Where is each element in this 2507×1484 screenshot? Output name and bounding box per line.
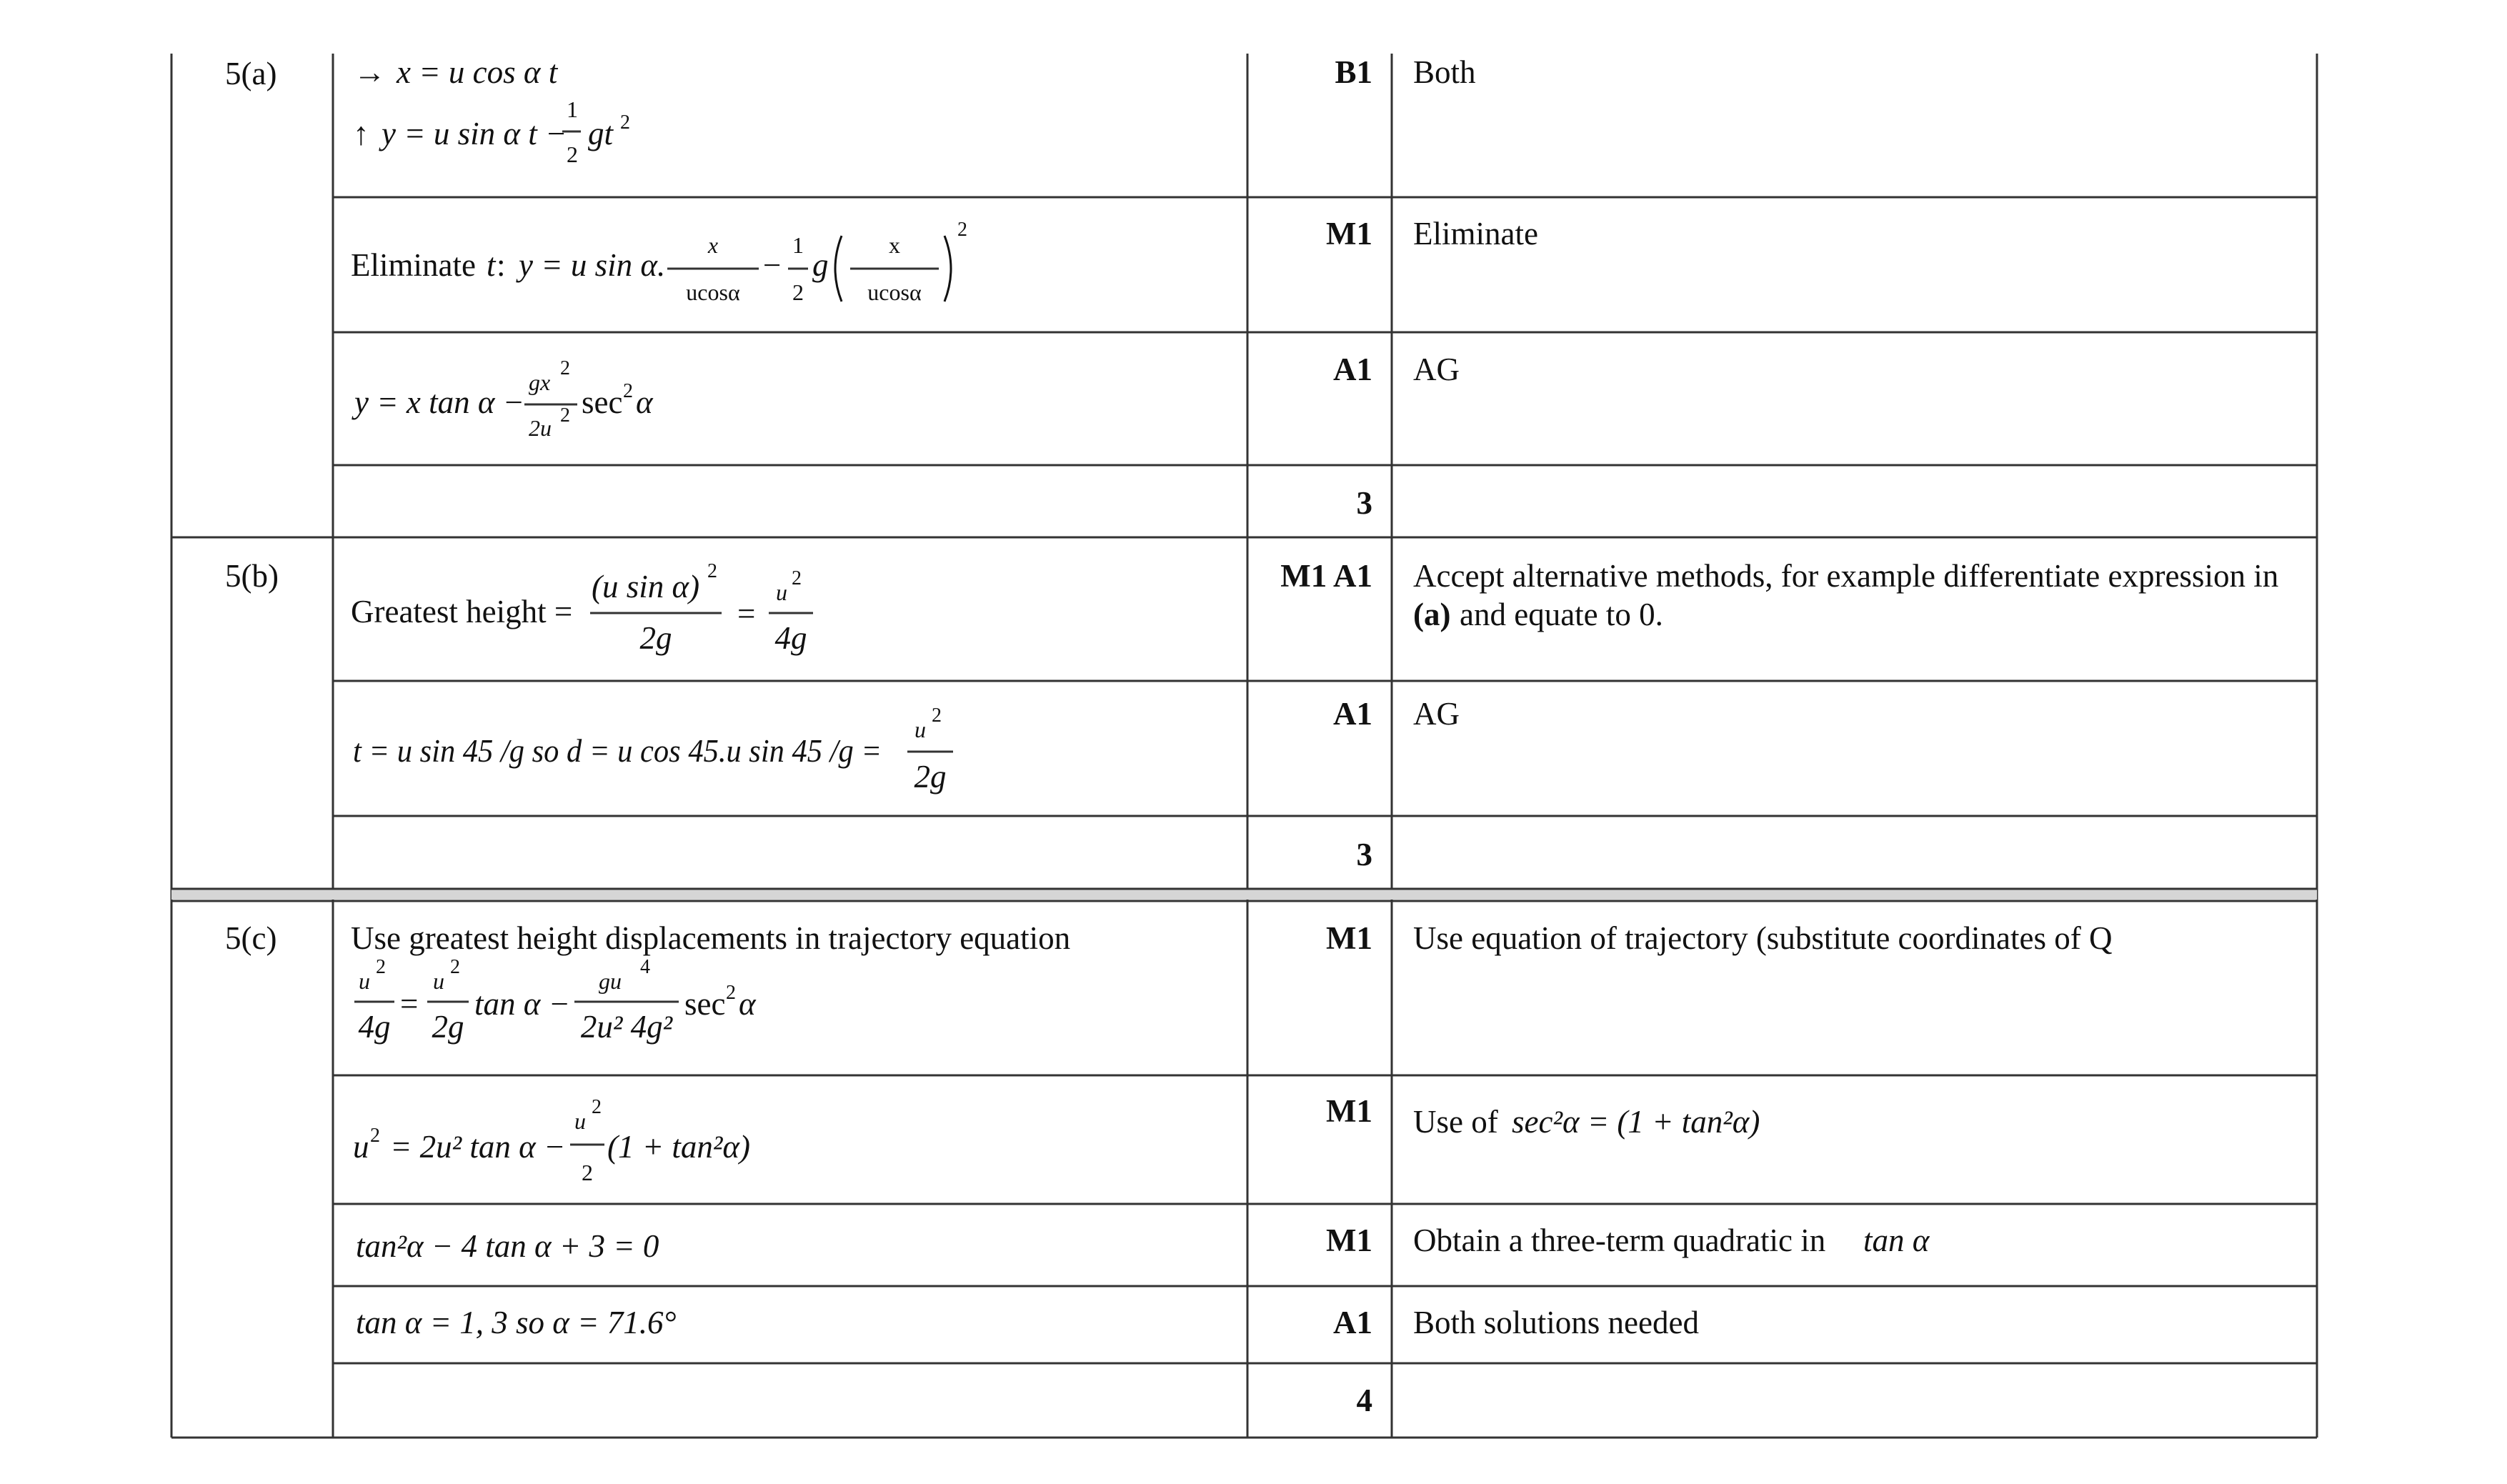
sec-function: sec <box>582 384 623 420</box>
equation-y-start: y = u sin α t − <box>382 116 567 151</box>
part-label-5a: 5(a) <box>225 56 277 91</box>
vertical-arrow-icon: ↑ <box>353 116 369 151</box>
fraction-numerator: x <box>889 232 900 258</box>
equals-sign: = <box>400 986 419 1022</box>
fraction-denominator: 2 <box>792 279 804 305</box>
right-paren-icon <box>945 236 951 302</box>
exponent: 2 <box>726 982 736 1004</box>
comment-5a-2: Eliminate <box>1413 216 1538 252</box>
exponent: 2 <box>560 357 570 379</box>
total-5b: 3 <box>1356 837 1372 872</box>
alpha-symbol: α <box>739 986 756 1022</box>
fraction-denominator: 2 <box>567 141 578 167</box>
fraction-numerator: 1 <box>792 232 804 258</box>
fraction-denominator: 2u <box>529 415 552 441</box>
identity-middle: = 2u² tan α − <box>390 1129 566 1165</box>
answer-5a-equations <box>353 54 630 167</box>
exponent: 2 <box>623 380 633 402</box>
comment-5b-1-line2: and equate to 0. <box>1460 597 1663 632</box>
comment-5c-1: Use equation of trajectory (substitute coordinates of Q <box>1413 920 2113 956</box>
exponent: 2 <box>376 956 386 978</box>
answer-5c-solutions: tan α = 1, 3 so α = 71.6° <box>356 1305 677 1340</box>
answer-5a-eliminate <box>351 219 967 305</box>
greatest-height-prefix: Greatest height = <box>351 594 573 629</box>
exponent: 2 <box>592 1096 602 1118</box>
fraction-numerator: u <box>914 717 926 742</box>
fraction-denominator: 2g <box>432 1009 464 1045</box>
answer-5b-greatest-height <box>351 560 813 656</box>
exponent: 2 <box>450 956 460 978</box>
part-label-5b: 5(b) <box>225 558 279 594</box>
fraction-numerator: u <box>776 579 787 605</box>
comment-5b-1-line1: Accept alternative methods, for example differentiate expression in <box>1413 558 2279 594</box>
mark-5c-2: M1 <box>1326 1093 1372 1129</box>
answer-5c-identity <box>353 1096 750 1185</box>
equals-sign: = <box>737 596 756 632</box>
part-label-5c: 5(c) <box>225 920 277 956</box>
eliminate-prefix: Eliminate <box>351 247 476 283</box>
exponent: 2 <box>792 567 802 589</box>
exponent: 2 <box>560 404 570 427</box>
equation-x: x = u cos α t <box>397 54 558 90</box>
fraction-denominator: ucosα <box>686 279 740 305</box>
answer-5c-quadratic: tan²α − 4 tan α + 3 = 0 <box>356 1228 659 1264</box>
fraction-numerator: u <box>433 968 444 994</box>
identity-bracket: (1 + tan²α) <box>607 1129 750 1165</box>
tan-term: tan α − <box>474 986 570 1022</box>
comment-5a-3: AG <box>1413 352 1460 387</box>
horizontal-arrow-icon: → <box>354 54 386 90</box>
answer-5c-substitution <box>351 920 1070 1045</box>
fraction-denominator: ucosα <box>867 279 922 305</box>
substitution-intro: Use greatest height displacements in trajectory equation <box>351 920 1071 956</box>
variable-t: t <box>487 247 496 283</box>
comment-5c-4: Both solutions needed <box>1413 1305 1699 1340</box>
fraction-numerator: (u sin α) <box>592 569 700 604</box>
gravity-g: g <box>812 247 829 283</box>
exponent: 2 <box>370 1125 380 1147</box>
alpha-symbol: α <box>636 384 653 420</box>
distance-equation: t = u sin 45 /g so d = u cos 45.u sin 45 /g = <box>353 733 882 769</box>
result-lhs: y = x tan α − <box>354 384 525 420</box>
answer-5a-result <box>352 357 654 441</box>
exponent: 2 <box>620 111 630 134</box>
comment-5c-3: Obtain a three-term quadratic in <box>1413 1222 1826 1258</box>
fraction-denominator: 4g <box>358 1009 391 1045</box>
comment-5c-3-math: tan α <box>1863 1222 1930 1258</box>
comment-5c-2: Use of <box>1413 1104 1498 1140</box>
exponent: 2 <box>957 219 967 241</box>
total-5a: 3 <box>1356 485 1372 521</box>
mark-5a-2: M1 <box>1326 216 1372 252</box>
fraction-denominator: 2g <box>914 759 947 795</box>
fraction-numerator: x <box>707 232 719 258</box>
colon: : <box>497 247 506 283</box>
exponent: 2 <box>707 560 717 582</box>
comment-5b-1-bold-ref: (a) <box>1413 597 1451 632</box>
exponent: 4 <box>640 956 650 978</box>
answer-5b-distance <box>353 704 953 795</box>
mark-5c-1: M1 <box>1326 920 1372 956</box>
exponent: 2 <box>932 704 942 727</box>
fraction-numerator: u <box>574 1108 586 1134</box>
comment-5a-1: Both <box>1413 54 1476 90</box>
fraction-numerator: gu <box>599 968 622 994</box>
sec-function: sec <box>684 986 726 1022</box>
fraction-denominator: 2g <box>639 620 672 656</box>
total-5c: 4 <box>1356 1383 1372 1418</box>
fraction-denominator: 2 <box>582 1160 593 1185</box>
mark-5a-1: B1 <box>1335 54 1372 90</box>
equation-y-end: gt <box>588 116 614 151</box>
eliminate-lhs: y = u sin α. <box>519 247 666 283</box>
comment-5b-2: AG <box>1413 696 1460 732</box>
fraction-numerator: gx <box>529 369 551 395</box>
fraction-numerator: u <box>359 968 370 994</box>
mark-5b-2: A1 <box>1333 696 1372 732</box>
mark-5a-3: A1 <box>1333 352 1372 387</box>
fraction-denominator: 4g <box>774 620 807 656</box>
comment-5c-2-math: sec²α = (1 + tan²α) <box>1512 1104 1760 1140</box>
mark-5c-4: A1 <box>1333 1305 1372 1340</box>
mark-5b-1: M1 A1 <box>1280 558 1372 594</box>
fraction-denominator: 2u² 4g² <box>580 1009 673 1045</box>
mark-5c-3: M1 <box>1326 1222 1372 1258</box>
minus-sign: − <box>763 247 782 283</box>
left-paren-icon <box>835 236 842 302</box>
identity-lhs: u <box>353 1129 369 1165</box>
fraction-numerator: 1 <box>567 96 578 122</box>
